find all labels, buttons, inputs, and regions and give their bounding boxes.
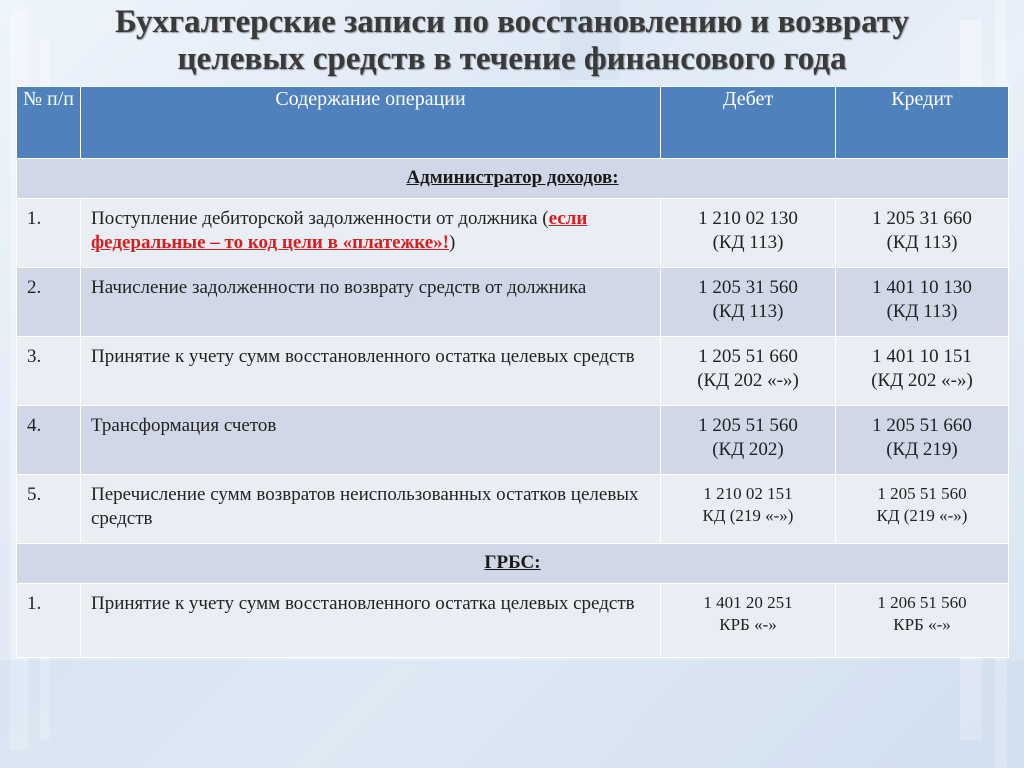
- row-num: 3.: [17, 337, 81, 406]
- credit-code: КД (219 «-»): [876, 506, 968, 525]
- debit-account: 1 210 02 151: [703, 484, 793, 503]
- row-operation: Начисление задолженности по возврату средств от должника: [81, 268, 661, 337]
- row-credit: [836, 475, 1009, 544]
- table-row: [17, 475, 1009, 544]
- table-row: [17, 268, 1009, 337]
- debit-code: (КД 113): [712, 232, 784, 253]
- title-line-1: Бухгалтерские записи по восстановлению и возврату: [114, 4, 910, 40]
- header-operation: Содержание операции: [81, 87, 661, 159]
- credit-code: (КД 219): [886, 439, 958, 460]
- table-row: [17, 406, 1009, 475]
- header-credit: Кредит: [836, 87, 1009, 159]
- row-operation: Принятие к учету сумм восстановленного остатка целевых средств: [81, 584, 661, 658]
- credit-account: 1 205 31 660: [872, 208, 972, 229]
- debit-code: (КД 113): [712, 301, 784, 322]
- section-row-grbs: [17, 544, 1009, 584]
- section-label: ГРБС:: [17, 544, 1009, 584]
- debit-account: 1 205 51 560: [698, 415, 798, 436]
- section-label: Администратор доходов:: [17, 159, 1009, 199]
- header-debit: Дебет: [661, 87, 836, 159]
- debit-account: 1 401 20 251: [703, 593, 793, 612]
- credit-account: 1 205 51 660: [872, 415, 972, 436]
- debit-account: 1 205 51 660: [698, 346, 798, 367]
- row-debit: [661, 475, 836, 544]
- row-operation: Принятие к учету сумм восстановленного остатка целевых средств: [81, 337, 661, 406]
- debit-code: КРБ «-»: [719, 615, 777, 634]
- credit-code: (КД 113): [886, 232, 958, 253]
- table-row: [17, 584, 1009, 658]
- row-credit: [836, 406, 1009, 475]
- credit-code: КРБ «-»: [893, 615, 951, 634]
- entries-table: [16, 86, 1009, 658]
- debit-code: (КД 202): [712, 439, 784, 460]
- row-operation: [81, 199, 661, 268]
- row-credit: [836, 337, 1009, 406]
- table-header-row: [17, 87, 1009, 159]
- operation-text: Поступление дебиторской задолженности от должника (: [91, 208, 549, 229]
- row-num: 1.: [17, 199, 81, 268]
- title-line-2: целевых средств в течение финансового года: [177, 41, 847, 77]
- row-credit: [836, 268, 1009, 337]
- row-debit: [661, 337, 836, 406]
- row-num: 2.: [17, 268, 81, 337]
- credit-account: 1 206 51 560: [877, 593, 967, 612]
- row-num: 5.: [17, 475, 81, 544]
- credit-code: (КД 202 «-»): [871, 370, 973, 391]
- debit-account: 1 210 02 130: [698, 208, 798, 229]
- section-row-administrator: [17, 159, 1009, 199]
- row-debit: [661, 584, 836, 658]
- credit-code: (КД 113): [886, 301, 958, 322]
- row-num: 4.: [17, 406, 81, 475]
- table-row: [17, 337, 1009, 406]
- page-title: [40, 4, 984, 78]
- row-credit: [836, 584, 1009, 658]
- debit-account: 1 205 31 560: [698, 277, 798, 298]
- credit-account: 1 401 10 151: [872, 346, 972, 367]
- credit-account: 1 401 10 130: [872, 277, 972, 298]
- row-operation: Трансформация счетов: [81, 406, 661, 475]
- debit-code: КД (219 «-»): [702, 506, 794, 525]
- row-debit: [661, 268, 836, 337]
- debit-code: (КД 202 «-»): [697, 370, 799, 391]
- header-num: № п/п: [17, 87, 81, 159]
- row-num: 1.: [17, 584, 81, 658]
- row-operation: Перечисление сумм возвратов неиспользованных остатков целевых средств: [81, 475, 661, 544]
- operation-tail: ): [449, 232, 456, 253]
- row-credit: [836, 199, 1009, 268]
- row-debit: [661, 199, 836, 268]
- table-row: [17, 199, 1009, 268]
- credit-account: 1 205 51 560: [877, 484, 967, 503]
- row-debit: [661, 406, 836, 475]
- operation-highlight: если федеральные – то код цели в «платежке»!: [91, 208, 588, 253]
